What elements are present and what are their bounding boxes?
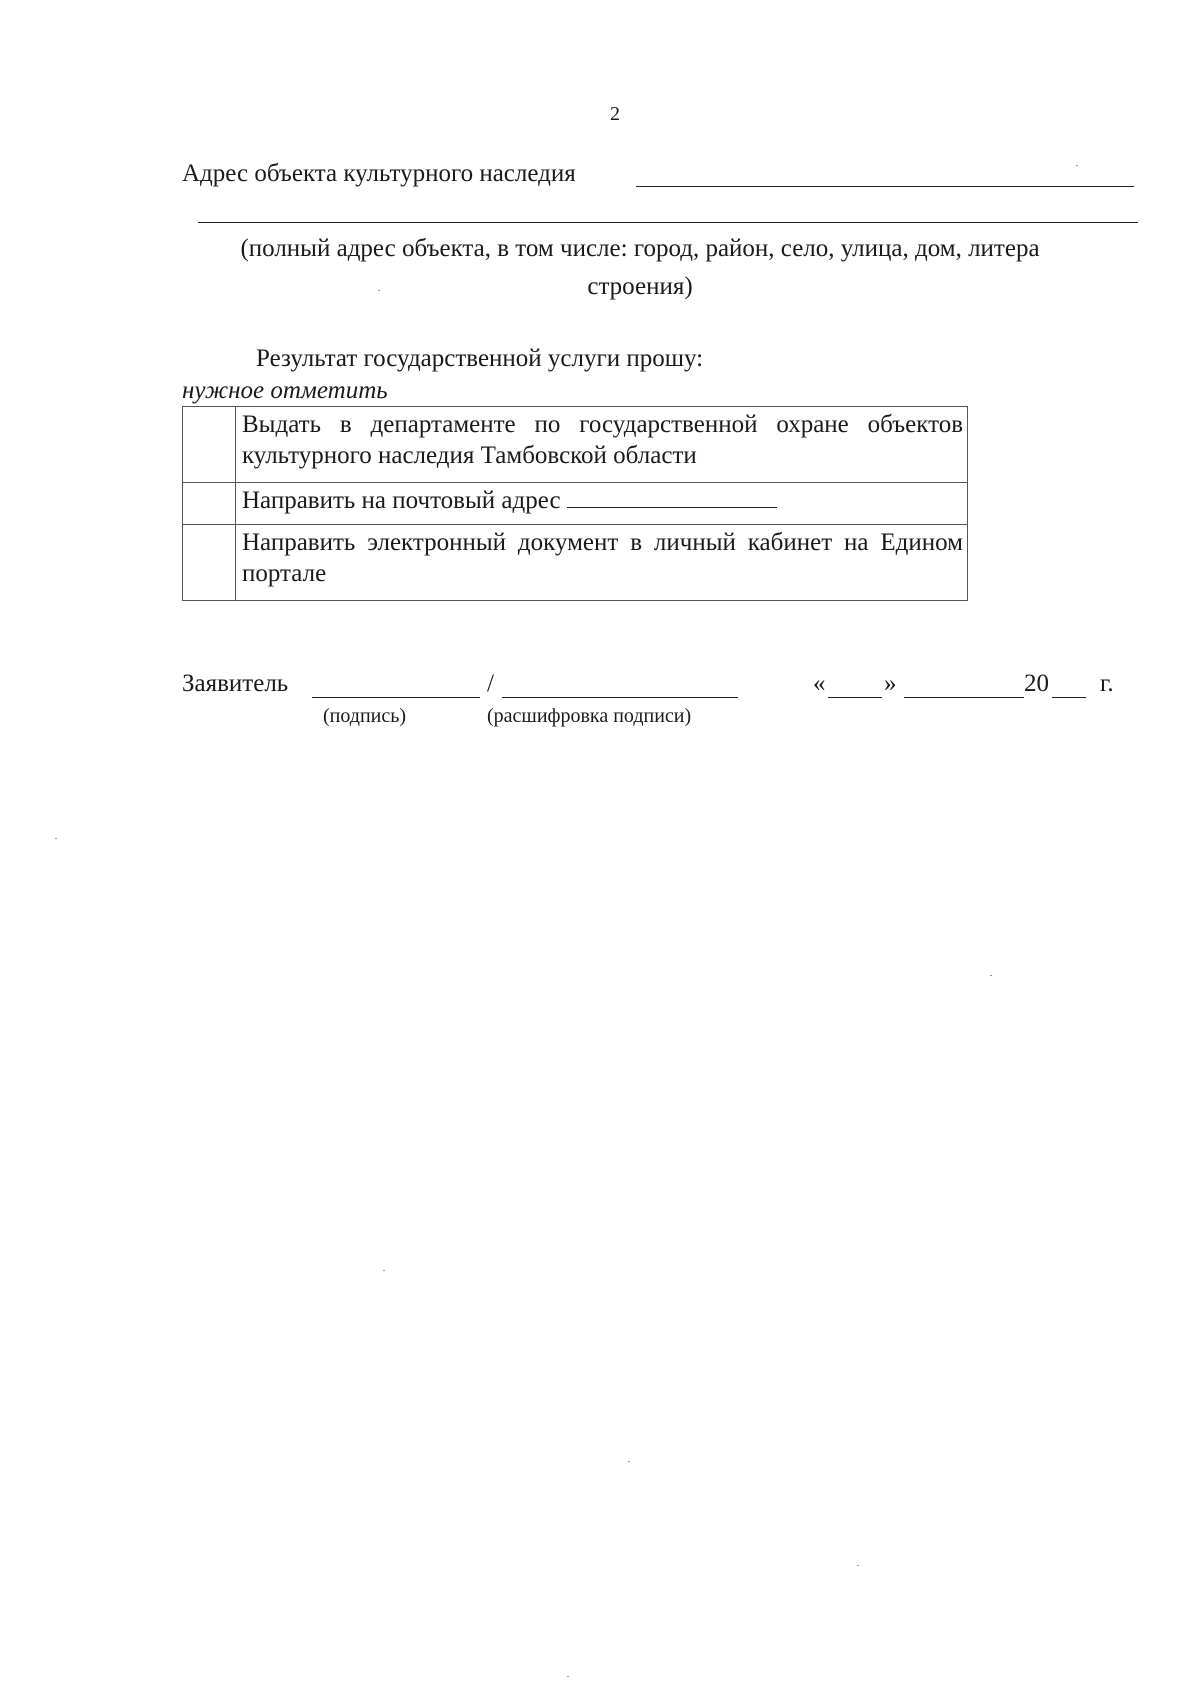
option-text: Направить электронный документ в личный кабинет на Едином портале (236, 525, 968, 601)
year-fill-line[interactable] (1052, 697, 1086, 698)
scan-speck (55, 838, 57, 839)
option-row (183, 483, 968, 525)
scan-speck (628, 1461, 630, 1462)
scan-speck (378, 290, 380, 291)
signature-fill-line[interactable] (312, 697, 480, 698)
address-hint-line2: строения) (587, 273, 693, 300)
address-fill-line[interactable] (636, 186, 1134, 187)
scan-speck (567, 1676, 569, 1677)
decoding-fill-line[interactable] (502, 697, 738, 698)
year-suffix: г. (1100, 670, 1114, 697)
option-text: Выдать в департаменте по государственной охране объектов культурного наследия Тамбовской области (236, 407, 968, 483)
postal-address-fill-line[interactable] (567, 485, 777, 508)
day-fill-line[interactable] (828, 697, 882, 698)
address-fill-line-2[interactable] (198, 222, 1138, 223)
result-heading: Результат государственной услуги прошу: (256, 345, 704, 372)
quote-close: » (884, 670, 897, 697)
option-checkbox[interactable] (183, 525, 236, 601)
address-label: Адрес объекта культурного наследия (182, 160, 576, 187)
applicant-label: Заявитель (182, 670, 289, 697)
address-hint-line1: (полный адрес объекта, в том числе: город, район, село, улица, дом, литера (240, 235, 1040, 262)
page-number: 2 (610, 103, 620, 125)
option-row (183, 407, 968, 483)
signature-caption: (подпись) (323, 705, 407, 727)
option-checkbox[interactable] (183, 407, 236, 483)
scan-speck (857, 1565, 859, 1566)
scan-speck (990, 975, 992, 976)
option-row (183, 525, 968, 601)
month-fill-line[interactable] (904, 697, 1024, 698)
scan-speck (383, 1270, 385, 1271)
option-text: Направить на почтовый адрес (242, 487, 561, 514)
option-text-cell (236, 483, 968, 525)
result-note: нужное отметить (182, 377, 388, 404)
option-checkbox[interactable] (183, 483, 236, 525)
decoding-caption: (расшифровка подписи) (487, 705, 692, 727)
scan-speck (1076, 165, 1078, 166)
options-table (182, 406, 968, 601)
quote-open: « (813, 670, 826, 697)
slash: / (487, 670, 494, 697)
year-prefix: 20 (1024, 670, 1049, 697)
